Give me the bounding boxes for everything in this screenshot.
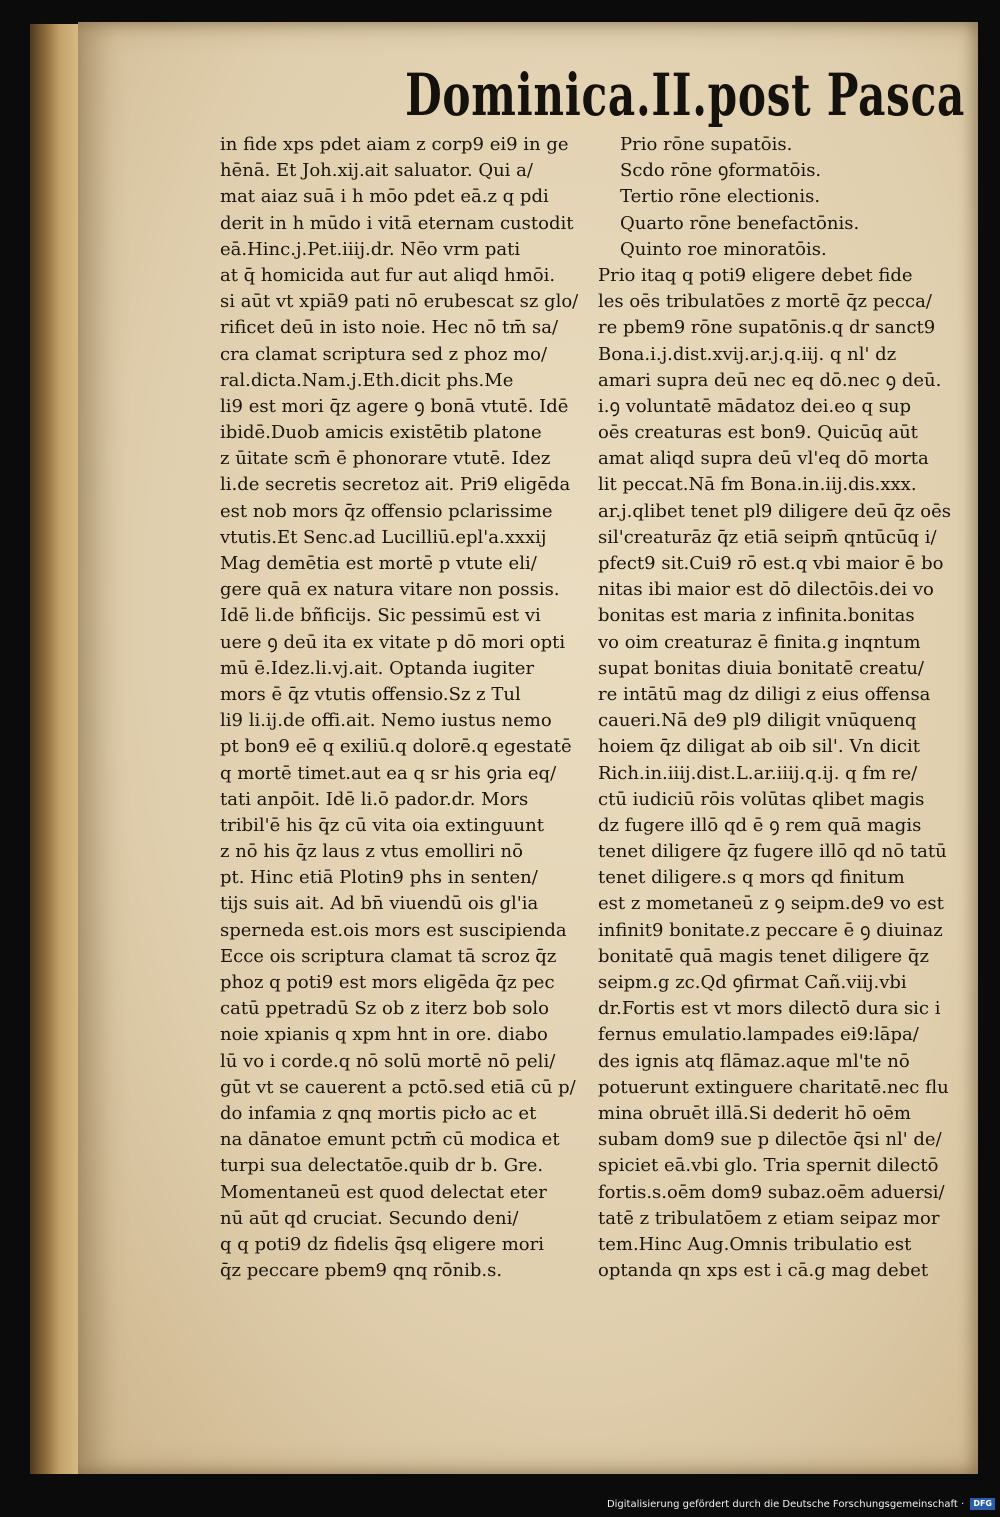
text-line: tijs suis ait. Ad bn̄ viuendū ois gl'ia <box>220 893 539 915</box>
text-line: bonitas est maria z infinita.bonitas <box>598 605 915 627</box>
text-line: dz fugere illō qd ē ꝯ rem quā magis <box>598 814 922 836</box>
text-line: Momentaneū est quod delectat eter <box>220 1181 547 1203</box>
text-line: hoiem q̄z diligat ab oib sil'. Vn dicit <box>598 736 920 758</box>
text-line: derit in h mūdo i vitā eternam custodit <box>220 212 574 234</box>
text-line: nū aūt qd cruciat. Secundo deni/ <box>220 1207 519 1229</box>
text-line: est nob mors q̄z offensio pclarissime <box>220 500 553 522</box>
text-line: mors ē q̄z vtutis offensio.Sz z Tul <box>220 683 521 705</box>
text-line: fortis.s.oēm dom9 subaz.oēm aduersi/ <box>598 1181 945 1203</box>
text-line: optanda qn xps est i cā.g mag debet <box>598 1260 929 1282</box>
text-line: nitas ibi maior est dō dilectōis.dei vo <box>598 579 934 601</box>
book-edge <box>30 24 80 1474</box>
text-line: subam dom9 sue p dilectōe q̄si nl' de/ <box>598 1129 942 1151</box>
text-line: z ūitate scm̄ ē phonorare vtutē. Idez <box>220 448 551 470</box>
text-line: des ignis atq flāmaz.aque ml'te nō <box>598 1050 910 1072</box>
text-line: sil'creaturāz q̄z etiā seipm̄ qntūcūq i/ <box>598 526 937 548</box>
text-line: z nō his q̄z laus z vtus emolliri nō <box>220 841 523 863</box>
text-line: pt. Hinc etiā Plotin9 phs in senten/ <box>220 867 538 889</box>
text-line: tatē z tribulatōem z etiam seipaz mor <box>598 1207 940 1229</box>
text-line: tati anpōit. Idē li.ō pador.dr. Mors <box>220 788 529 810</box>
text-line: les oēs tribulatōes z mortē q̄z pecca/ <box>598 291 932 313</box>
text-line: hēnā. Et Joh.xij.ait saluator. Qui a/ <box>220 160 533 182</box>
text-line: eā.Hinc.j.Pet.iiij.dr. Nēo vrm pati <box>220 238 521 260</box>
text-line: infinit9 bonitate.z peccare ē ꝯ diuinaz <box>598 919 943 941</box>
text-line: ibidē.Duob amicis existētib platone <box>220 422 542 444</box>
text-line: rificet deū in isto noie. Hec nō tm̄ sa/ <box>220 317 559 339</box>
text-line: bonitatē quā magis tenet diligere q̄z <box>598 945 929 967</box>
text-line: re intātū mag dz diligi z eius offensa <box>598 683 931 705</box>
text-line: pfect9 sit.Cui9 rō est.q vbi maior ē bo <box>598 553 944 574</box>
text-line: catū ppetradū Sz ob z iterz bob solo <box>220 998 550 1020</box>
text-line: Quinto roe minoratōis. <box>620 238 827 260</box>
text-line: spiciet eā.vbi glo. Tria spernit dilectō <box>598 1155 939 1177</box>
text-line: cra clamat scriptura sed z phoz mo/ <box>220 343 548 365</box>
text-line: li9 li.ij.de offi.ait. Nemo iustus nemo <box>220 710 552 732</box>
text-line: sperneda est.ois mors est suscipienda <box>220 919 567 941</box>
text-line: seipm.g zc.Qd ꝯfirmat Cañ.viij.vbi <box>598 972 907 993</box>
dfg-logo: DFG <box>970 1498 995 1510</box>
right-text-column <box>598 132 970 1284</box>
text-line: do infamia z qnq mortis picło ac et <box>220 1102 537 1124</box>
text-line: lū vo i corde.q nō solū mortē nō peli/ <box>220 1050 556 1072</box>
text-line: si aūt vt xpiā9 pati nō erubescat sz glo/ <box>220 291 579 313</box>
text-line: q̄z peccare pbem9 qnq rōnib.s. <box>220 1260 503 1282</box>
text-line: potuerunt extinguere charitatē.nec flu <box>598 1076 949 1098</box>
text-line: tem.Hinc Aug.Omnis tribulatio est <box>598 1233 912 1255</box>
text-line: vo oim creaturaz ē finita.g inqntum <box>598 631 921 653</box>
left-text-column <box>220 132 580 1284</box>
text-line: turpi sua delectatōe.quib dr b. Gre. <box>220 1155 544 1177</box>
text-line: Tertio rōne electionis. <box>620 186 821 208</box>
text-line: at q̄ homicida aut fur aut aliqd hmōi. <box>220 264 556 286</box>
text-line: amari supra deū nec eq dō.nec ꝯ deū. <box>598 369 942 391</box>
text-line: fernus emulatio.lampades ei9:lāpa/ <box>598 1024 919 1046</box>
text-line: est z mometaneū z ꝯ seipm.de9 vo est <box>598 893 944 915</box>
text-line: caueri.Nā de9 pl9 diligit vnūquenq <box>598 710 917 732</box>
text-line: Rich.in.iiij.dist.L.ar.iiij.q.ij. q fm re/ <box>598 762 918 784</box>
text-line: phoz q poti9 est mors eligēda q̄z pec <box>220 972 555 993</box>
text-line: in fide xps pdet aiam z corp9 ei9 in ge <box>220 134 569 155</box>
text-line: lit peccat.Nā fm Bona.in.iij.dis.xxx. <box>598 474 917 496</box>
text-line: q mortē timet.aut ea q sr his ꝯria eq/ <box>220 762 557 784</box>
text-line: tenet diligere q̄z fugere illō qd nō tatū <box>598 841 947 863</box>
text-line: supat bonitas diuia bonitatē creatu/ <box>598 657 924 679</box>
text-line: tribil'ē his q̄z cū vita oia extinguunt <box>220 814 544 836</box>
text-line: q q poti9 dz fidelis q̄sq eligere mori <box>220 1233 544 1255</box>
text-line: mū ē.Idez.li.vj.ait. Optanda iugiter <box>220 657 535 679</box>
footer-credit-text: Digitalisierung gefördert durch die Deutsche Forschungsgemeinschaft <box>606 1499 958 1510</box>
text-line: amat aliqd supra deū vl'eq dō morta <box>598 448 929 470</box>
text-line: tenet diligere.s q mors qd finitum <box>598 867 905 889</box>
page-title: Dominica.II.post Pasca <box>405 61 966 129</box>
text-line: mat aiaz suā i h mōo pdet eā.z q pdi <box>220 186 549 208</box>
text-line: Ecce ois scriptura clamat tā scroz q̄z <box>220 945 557 967</box>
text-line: na dānatoe emunt pctm̄ cū modica et <box>220 1129 560 1151</box>
text-line: re pbem9 rōne supatōnis.q dr sanct9 <box>598 317 936 339</box>
text-line: ctū iudiciū rōis volūtas qlibet magis <box>598 788 925 810</box>
text-line: dr.Fortis est vt mors dilectō dura sic i <box>598 998 941 1020</box>
text-line: oēs creaturas est bon9. Quicūq aūt <box>598 422 918 444</box>
text-line: pt bon9 eē q exiliū.q dolorē.q egestatē <box>220 736 572 758</box>
text-line: Bona.i.j.dist.xvij.ar.j.q.iij. q nl' dz <box>598 343 897 365</box>
text-line: ar.j.qlibet tenet pl9 diligere deū q̄z oēs <box>598 500 951 522</box>
text-line: uere ꝯ deū ita ex vitate p dō mori opti <box>220 631 566 653</box>
text-line: Prio rōne supatōis. <box>620 134 793 155</box>
footer-credit: Digitalisierung gefördert durch die Deutsche Forschungsgemeinschaft · DFG <box>600 1497 995 1513</box>
text-line: gere quā ex natura vitare non possis. <box>220 579 560 601</box>
text-line: ral.dicta.Nam.j.Eth.dicit phs.Me <box>220 369 514 391</box>
text-line: li.de secretis secretoz ait. Pri9 eligēda <box>220 474 571 496</box>
text-line: Scdo rōne ꝯformatōis. <box>620 160 822 182</box>
text-line: mina obruēt illā.Si dederit hō oēm <box>598 1102 911 1124</box>
text-line: vtutis.Et Senc.ad Lucilliū.epl'a.xxxij <box>220 526 547 548</box>
text-line: Quarto rōne benefactōnis. <box>620 212 860 234</box>
text-line: Idē li.de bñficijs. Sic pessimū est vi <box>220 605 541 627</box>
text-line: noie xpianis q xpm hnt in ore. diabo <box>220 1024 548 1046</box>
text-line: gūt vt se cauerent a pctō.sed etiā cū p/ <box>220 1076 576 1098</box>
text-line: i.ꝯ voluntatē mādatoz dei.eo q sup <box>598 395 912 417</box>
text-line: Mag demētia est mortē p vtute eli/ <box>220 553 537 574</box>
text-line: li9 est mori q̄z agere ꝯ bonā vtutē. Idē <box>220 395 569 417</box>
text-line: Prio itaq q poti9 eligere debet fide <box>598 264 913 286</box>
